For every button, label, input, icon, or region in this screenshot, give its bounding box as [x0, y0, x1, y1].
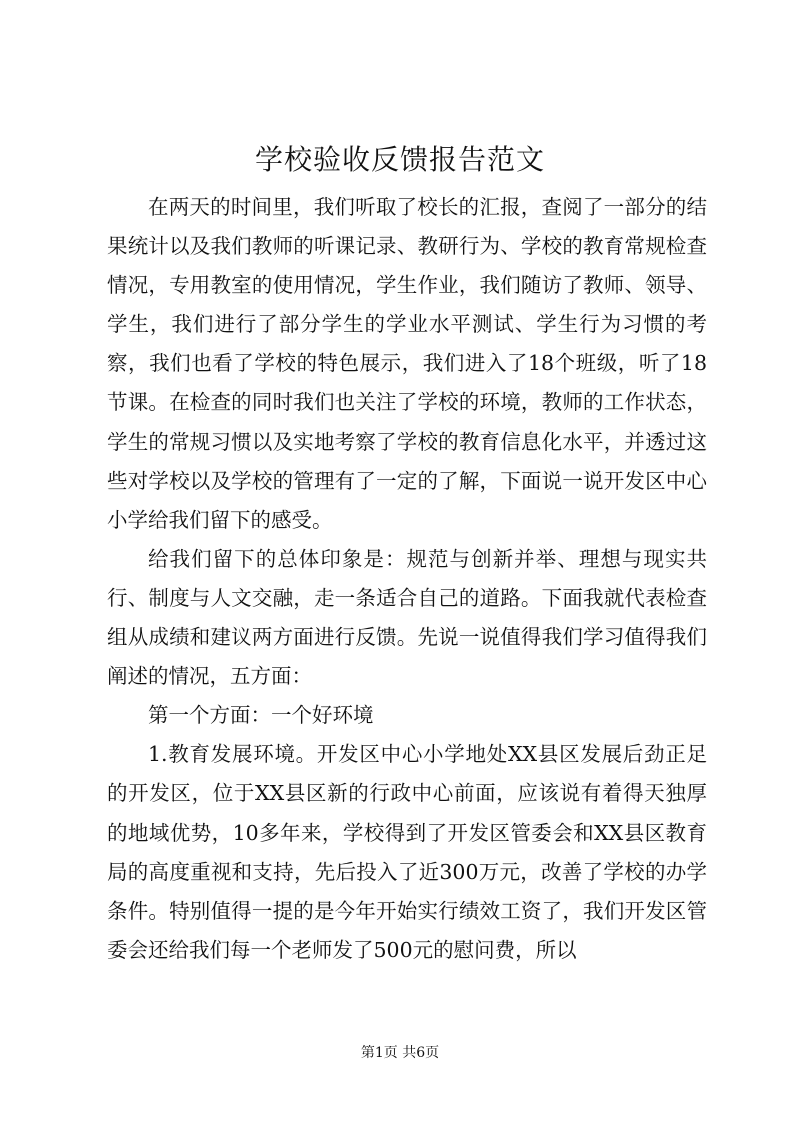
- paragraph-overall-impression: 给我们留下的总体印象是：规范与创新并举、理想与现实共行、制度与人文交融，走一条适合自己的道路。下面我就代表检查组从成绩和建议两方面进行反馈。先说一说值得我们学习值得我们阐述的情况，五方面：: [107, 546, 707, 689]
- document-title: 学校验收反馈报告范文: [254, 143, 545, 176]
- paragraph-education-environment: 1.教育发展环境。开发区中心小学地处XX县区发展后劲正足的开发区，位于XX县区新的行政中心前面，应该说有着得天独厚的地域优势，10多年来，学校得到了开发区管委会和XX县区教育局的高度重视和支持，先后投入了近300万元，改善了学校的办学条件。特别值得一提的是今年开始实行绩效工资了，我们开发区管委会还给我们每一个老师发了500元的慰问费，所以: [107, 742, 707, 962]
- paragraph-section-heading: 第一个方面：一个好环境: [148, 703, 374, 728]
- page-number-footer: 第1页 共6页: [360, 1045, 440, 1061]
- document-body: [107, 188, 707, 970]
- paragraph-intro: 在两天的时间里，我们听取了校长的汇报，查阅了一部分的结果统计以及我们教师的听课记录、教研行为、学校的教育常规检查情况，专用教室的使用情况，学生作业，我们随访了教师、领导、学生，我们进行了部分学生的学业水平测试、学生行为习惯的考察，我们也看了学校的特色展示，我们进入了18个班级，听了18节课。在检查的同时我们也关注了学校的环境，教师的工作状态，学生的常规习惯以及实地考察了学校的教育信息化水平，并透过这些对学校以及学校的管理有了一定的了解，下面说一说开发区中心小学给我们留下的感受。: [107, 195, 707, 532]
